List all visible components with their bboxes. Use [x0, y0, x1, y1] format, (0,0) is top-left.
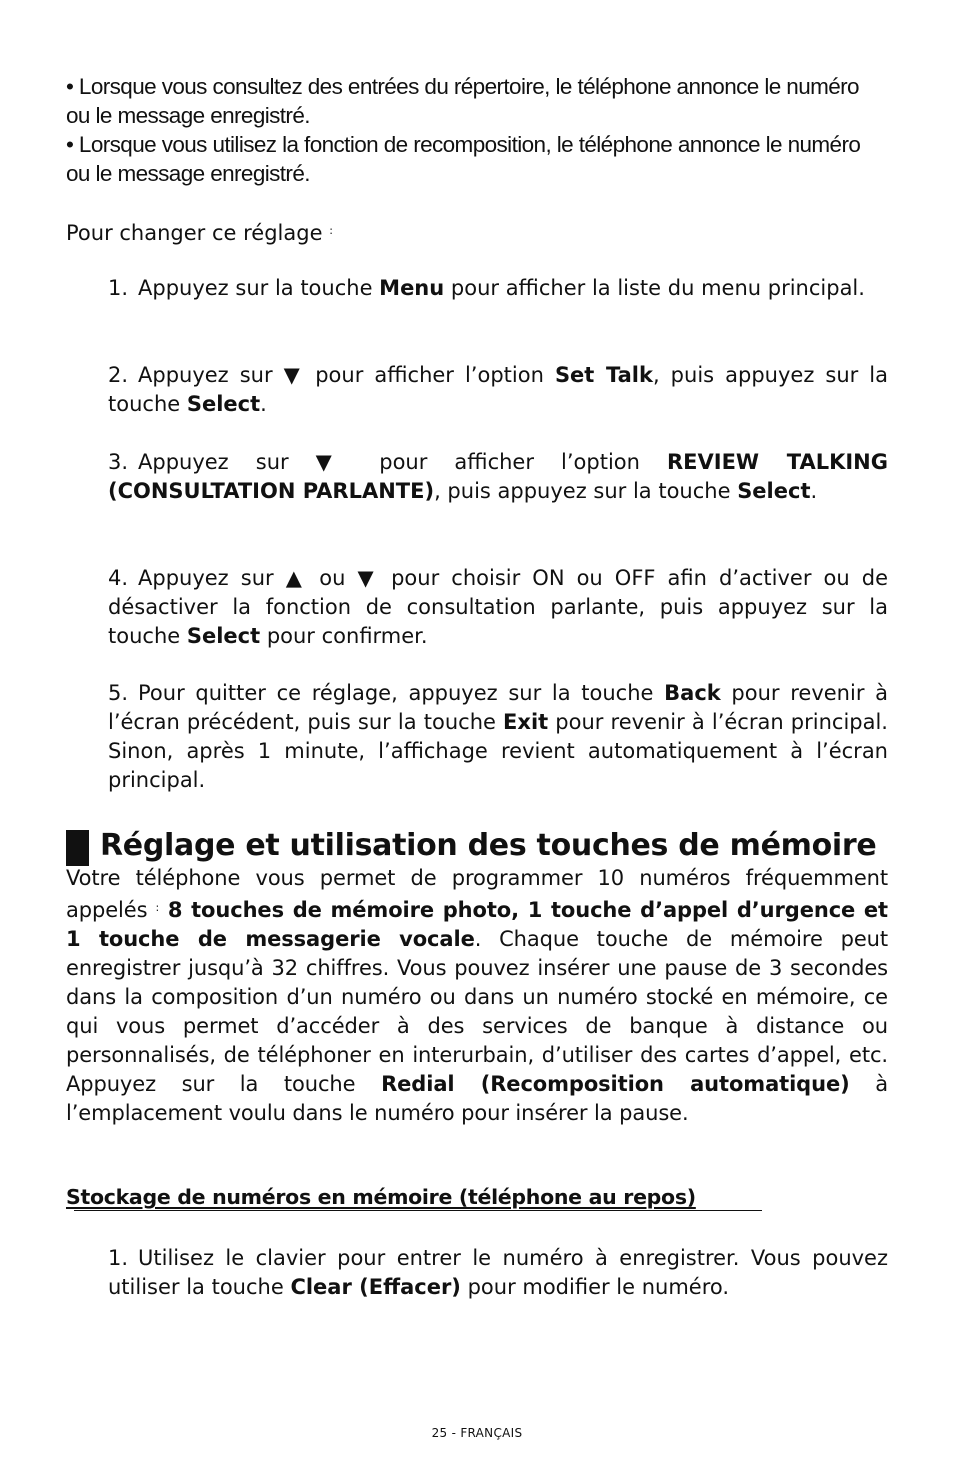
step-text: Pour quitter ce réglage, appuyez sur la touche	[138, 681, 665, 705]
step-number: 2.	[108, 363, 129, 387]
key-select: Select	[186, 624, 261, 648]
step-5	[108, 679, 888, 795]
body-text: à l’emplacement voulu dans le numéro pour insérer la pause.	[66, 1072, 888, 1125]
step-number: 3.	[108, 450, 129, 474]
step-number: 1.	[108, 276, 129, 300]
lead-label: Pour changer ce réglage	[66, 221, 323, 245]
step-text: .	[810, 479, 818, 503]
key-select: Select	[186, 392, 261, 416]
subsection-rule	[74, 1210, 762, 1211]
lead-text	[66, 216, 888, 248]
step-text: Appuyez sur la touche	[138, 276, 380, 300]
subsection-heading	[66, 1182, 762, 1212]
step-number: 1.	[108, 1246, 129, 1270]
step-text: Appuyez sur ▲ ou ▼ pour choisir ON ou OFF afin d’activer ou de désactiver la fonction de consultation parlante, puis appuyez sur la touche	[108, 566, 888, 648]
step-1	[108, 274, 888, 303]
option-set-talk: Set Talk	[554, 363, 653, 387]
body-text: . Chaque touche de mémoire peut enregistrer jusqu’à 32 chiffres. Vous pouvez insérer une pause de 3 secondes dans la composition d’un numéro ou dans un numéro stocké en mémoire, ce qui vous permet d’accéder à des services de banque à distance ou personnalisés, de téléphoner en interurbain, d’utiliser des cartes d’appel, etc. Appuyez sur la touche	[66, 927, 888, 1096]
page-footer: 25 - FRANÇAIS	[431, 1426, 523, 1440]
key-redial: Redial (Recomposition automatique)	[381, 1072, 850, 1096]
step-text: , puis appuyez sur la touche	[434, 479, 738, 503]
section-heading	[66, 826, 926, 866]
step-text: pour modifier le numéro.	[460, 1275, 730, 1299]
heading-bar	[66, 830, 89, 866]
step-text: .	[260, 392, 267, 416]
step-text: Appuyez sur ▼ pour afficher l’option	[138, 450, 667, 474]
section-title: Réglage et utilisation des touches de mémoire	[100, 828, 877, 863]
bullet-redial: • Lorsque vous utilisez la fonction de recomposition, le téléphone annonce le numéro ou le message enregistré.	[66, 132, 861, 186]
option-review-talking: REVIEW TALKING (CONSULTATION PARLANTE)	[108, 450, 888, 503]
memory-keys-list: 8 touches de mémoire photo, 1 touche d’appel d’urgence et 1 touche de messagerie vocale	[66, 898, 888, 951]
step-text: pour afficher la liste du menu principal.	[444, 276, 865, 300]
bullet-directory: • Lorsque vous consultez des entrées du répertoire, le téléphone annonce le numéro ou le message enregistré.	[66, 74, 859, 128]
step-2	[108, 361, 888, 419]
key-menu: Menu	[379, 276, 445, 300]
step-number: 4.	[108, 566, 129, 590]
intro-bullets	[66, 72, 888, 188]
lead-colon: :	[329, 224, 333, 237]
subsection-title: Stockage de numéros en mémoire (téléphone au repos)	[66, 1185, 696, 1209]
step-number: 5.	[108, 681, 129, 705]
key-select: Select	[737, 479, 811, 503]
section-body	[66, 864, 888, 1128]
step-text: pour revenir à l’écran principal. Sinon, après 1 minute, l’affichage revient automatiquement à l’écran principal.	[108, 710, 888, 792]
step-text: pour revenir à l’écran précédent, puis sur la touche	[108, 681, 889, 734]
step-text: Utilisez le clavier pour entrer le numéro à enregistrer. Vous pouvez utiliser la touche	[108, 1246, 888, 1299]
body-text: Votre téléphone vous permet de programmer 10 numéros fréquemment appelés	[66, 866, 888, 922]
key-back: Back	[664, 681, 721, 705]
step-text: Appuyez sur ▼ pour afficher l’option	[138, 363, 555, 387]
step-4	[108, 564, 888, 651]
body-colon: :	[155, 901, 160, 914]
step-text: , puis appuyez sur la touche	[108, 363, 888, 416]
step-3	[108, 448, 888, 506]
key-exit: Exit	[503, 710, 549, 734]
key-clear: Clear (Effacer)	[290, 1275, 461, 1299]
step-text: pour confirmer.	[260, 624, 428, 648]
store-step-1	[108, 1244, 888, 1302]
